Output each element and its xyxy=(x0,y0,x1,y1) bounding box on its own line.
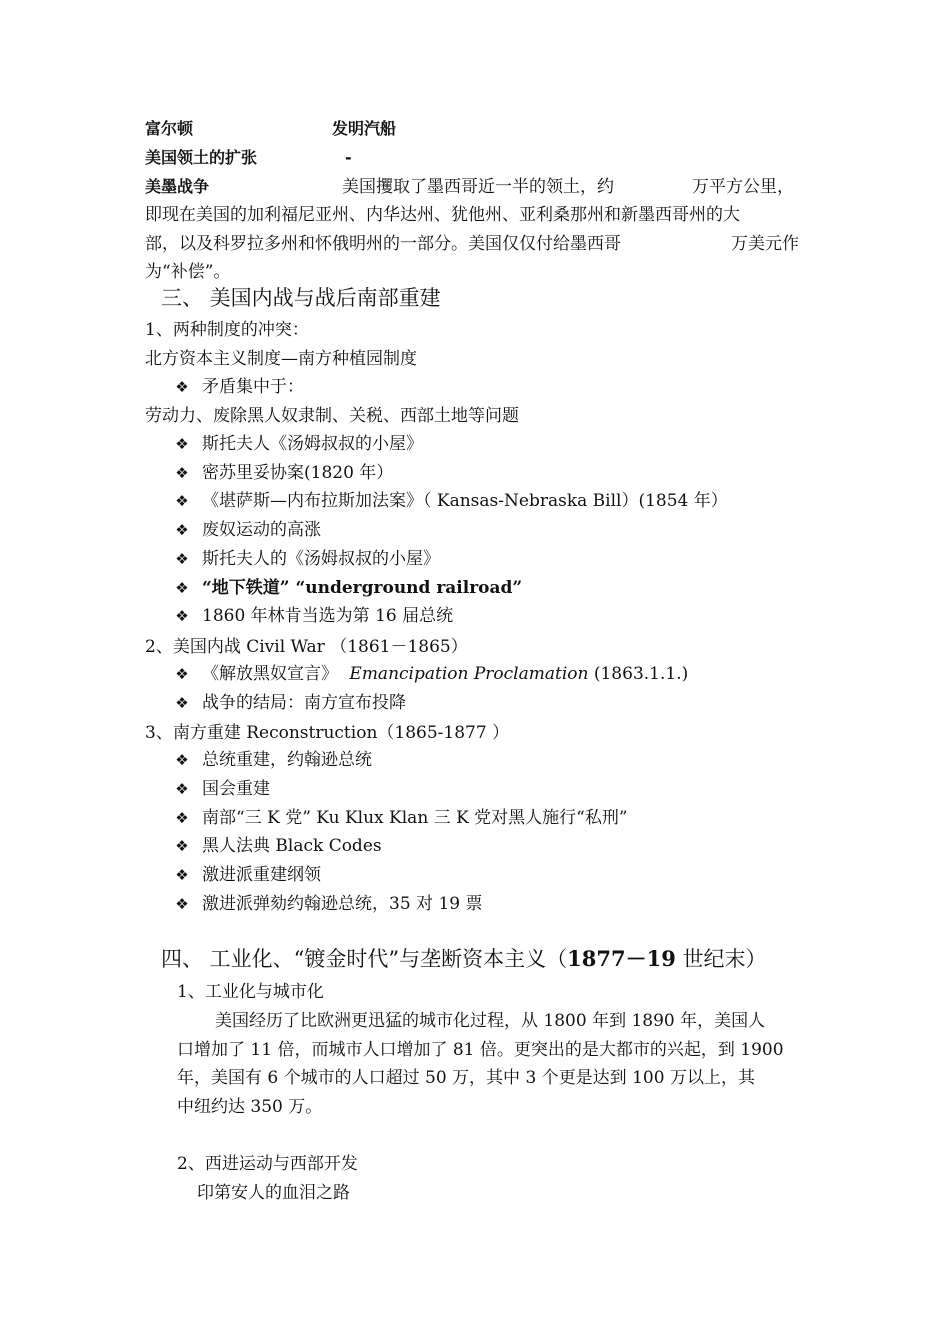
diamond-bullet-icon: ❖ xyxy=(175,780,189,798)
issues-line: 劳动力、废除黑人奴隶制、关税、西部土地等问题 xyxy=(145,406,519,426)
bullet-item: 总统重建，约翰逊总统 xyxy=(202,750,372,770)
fulton-name: 富尔顿 xyxy=(145,119,194,138)
indian-line: 印第安人的血泪之路 xyxy=(197,1183,350,1203)
diamond-bullet-icon: ❖ xyxy=(175,866,189,884)
bullet-item: 激进派弹劾约翰逊总统，35 对 19 票 xyxy=(202,894,483,914)
war-label: 美墨战争 xyxy=(145,177,210,196)
bullet-item: 废奴运动的高涨 xyxy=(202,520,321,540)
section3-sub3: 3、南方重建 Reconstruction（1865-1877 ） xyxy=(145,723,510,743)
section4-heading xyxy=(161,948,767,970)
diamond-bullet-icon: ❖ xyxy=(175,435,189,453)
diamond-bullet-icon: ❖ xyxy=(175,665,189,683)
urbanization-para-line3: 年，美国有 6 个城市的人口超过 50 万，其中 3 个更是达到 100 万以上，其 xyxy=(177,1068,755,1088)
diamond-bullet-icon: ❖ xyxy=(175,521,189,539)
diamond-bullet-icon: ❖ xyxy=(175,751,189,769)
war-line2: 即现在美国的加利福尼亚州、内华达州、犹他州、亚利桑那州和新墨西哥州的大 xyxy=(145,205,740,225)
diamond-bullet-icon: ❖ xyxy=(175,895,189,913)
bullet-railroad: “地下铁道” “underground railroad” xyxy=(202,578,523,598)
bullet-war-end: 战争的结局：南方宣布投降 xyxy=(202,693,406,713)
bullet-item: 密苏里妥协案(1820 年） xyxy=(202,463,394,483)
war-line3b: 万美元作 xyxy=(731,234,799,254)
emancipation-date: (1863.1.1.) xyxy=(593,664,689,684)
section3-sub2: 2、美国内战 Civil War （1861－1865） xyxy=(145,637,468,657)
diamond-bullet-icon: ❖ xyxy=(175,464,189,482)
diamond-bullet-icon: ❖ xyxy=(175,837,189,855)
war-line4: 为“补偿”。 xyxy=(145,262,231,282)
section4-sub1: 1、工业化与城市化 xyxy=(177,982,324,1002)
bullet-item: 《堪萨斯—内布拉斯加法案》（ Kansas-Nebraska Bill）(1854 年） xyxy=(202,491,728,511)
section4-heading-a: 四、 工业化、“镀金时代”与垄断资本主义（ xyxy=(161,947,568,971)
emancipation-cn: 《解放黑奴宣言》 xyxy=(202,664,338,684)
urbanization-para-line1: 美国经历了比欧洲更迅猛的城市化过程，从 1800 年到 1890 年，美国人 xyxy=(215,1011,766,1031)
bullet-item: 斯托夫人的《汤姆叔叔的小屋》 xyxy=(202,549,440,569)
diamond-bullet-icon: ❖ xyxy=(175,579,189,597)
bullet-emancipation xyxy=(202,666,688,683)
bullet-item: 南部“三 K 党” Ku Klux Klan 三 K 党对黑人施行“私刑” xyxy=(202,808,628,828)
diamond-bullet-icon: ❖ xyxy=(175,809,189,827)
section3-sub1: 1、两种制度的冲突： xyxy=(145,320,309,340)
section4-heading-c: 世纪末） xyxy=(675,947,767,971)
war-line3a: 部，以及科罗拉多州和怀俄明州的一部分。美国仅仅付给墨西哥 xyxy=(145,234,621,254)
diamond-bullet-icon: ❖ xyxy=(175,607,189,625)
diamond-bullet-icon: ❖ xyxy=(175,694,189,712)
bullet-item: 激进派重建纲领 xyxy=(202,865,321,885)
section4-sub2: 2、西进运动与西部开发 xyxy=(177,1154,358,1174)
diamond-bullet-icon: ❖ xyxy=(175,492,189,510)
bullet-item: 黑人法典 Black Codes xyxy=(202,836,382,856)
expansion-label: 美国领土的扩张 xyxy=(145,148,258,167)
bullet-focus: 矛盾集中于： xyxy=(202,377,304,397)
urbanization-para-line2: 口增加了 11 倍，而城市人口增加了 81 倍。更突出的是大都市的兴起，到 1900 xyxy=(177,1040,784,1060)
expansion-dash: - xyxy=(345,148,352,167)
diamond-bullet-icon: ❖ xyxy=(175,550,189,568)
bullet-item: 国会重建 xyxy=(202,779,270,799)
bullet-item: 斯托夫人《汤姆叔叔的小屋》 xyxy=(202,434,423,454)
war-line1a: 美国攫取了墨西哥近一半的领土，约 xyxy=(342,177,614,197)
section3-heading: 三、 美国内战与战后南部重建 xyxy=(161,286,441,310)
fulton-desc: 发明汽船 xyxy=(332,119,397,138)
urbanization-para-line4: 中纽约达 350 万。 xyxy=(177,1097,323,1117)
systems-line: 北方资本主义制度—南方种植园制度 xyxy=(145,349,417,369)
section4-heading-b: 1877－19 xyxy=(567,946,676,971)
bullet-lincoln: 1860 年林肯当选为第 16 届总统 xyxy=(202,606,454,626)
emancipation-en: Emancipation Proclamation xyxy=(349,664,589,684)
diamond-bullet-icon: ❖ xyxy=(175,378,189,396)
war-line1b: 万平方公里， xyxy=(692,177,794,197)
